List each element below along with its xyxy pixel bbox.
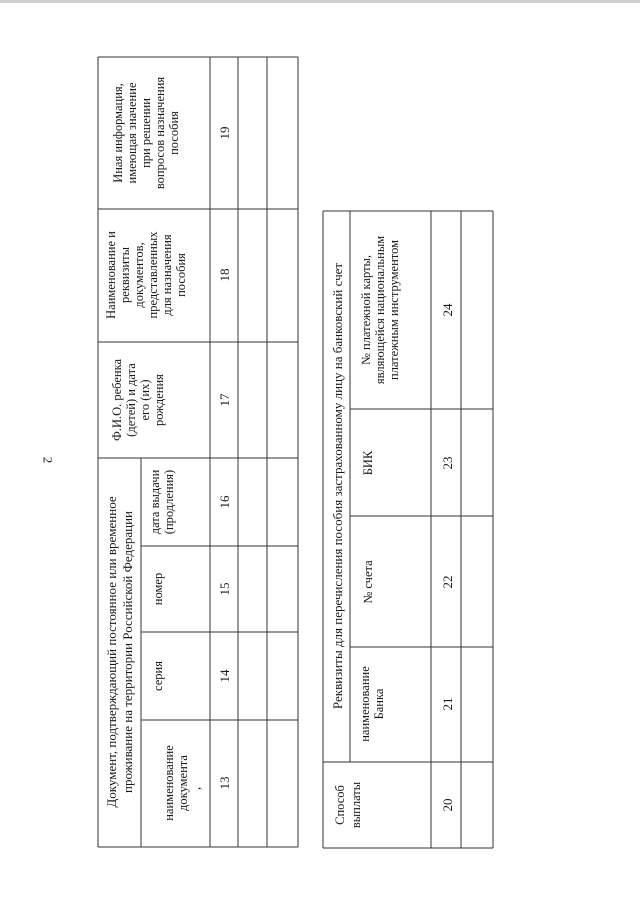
header-line: пособия	[174, 253, 188, 297]
table1-header-col15: номер	[151, 572, 165, 606]
header-line: реквизиты	[118, 247, 132, 303]
header-line: имеющая значение	[125, 82, 139, 184]
table1-header-col17	[110, 359, 166, 442]
header-line: рождения	[152, 374, 166, 426]
header-line: вопросов назначения	[153, 76, 167, 190]
header-line: являющейся национальным	[373, 235, 387, 385]
table1-header-col13	[162, 745, 190, 821]
stray-mark: ,	[189, 786, 203, 790]
table1-group-header-line: проживание на территории Российской Федерации	[120, 510, 135, 794]
header-line: (детей) и дата	[124, 363, 138, 437]
header-line: Банка	[372, 688, 386, 720]
table-1	[98, 57, 298, 847]
header-line: Иная информация,	[111, 83, 125, 183]
header-line: для назначения	[160, 234, 174, 316]
header-line: № платежной карты,	[359, 254, 373, 366]
header-line: его (их)	[138, 379, 152, 421]
col-number-13: 13	[217, 776, 232, 790]
col-number-18: 18	[217, 268, 232, 282]
header-line: наименование	[162, 745, 176, 821]
header-line: Наименование и	[104, 231, 118, 319]
col-number-23: 23	[440, 456, 455, 470]
col-number-19: 19	[217, 126, 232, 140]
col-number-20: 20	[440, 798, 455, 812]
col-number-17: 17	[217, 393, 232, 407]
table1-header-col18	[104, 231, 188, 319]
header-line: документов,	[132, 242, 146, 308]
header-line: при решении	[139, 98, 153, 168]
col-number-21: 21	[440, 697, 455, 711]
header-line: наименование	[358, 666, 372, 742]
table1-group-header	[104, 496, 135, 807]
table2-header-col22: № счета	[361, 560, 375, 604]
table2-header-col21	[358, 666, 386, 742]
table2-header-col23: БИК	[361, 450, 375, 476]
table2-header-col24	[359, 236, 401, 384]
header-line: Ф.И.О. ребенка	[110, 358, 124, 442]
table2-group-header: Реквизиты для перечисления пособия застрахованному лицу на банковский счет	[330, 262, 345, 710]
header-line: Способ	[333, 785, 347, 825]
header-line: пособия	[167, 111, 181, 155]
table1-header-col19	[111, 77, 181, 190]
table1-group-header-line: Документ, подтверждающий постоянное или временное	[104, 496, 119, 808]
table2-header-col20	[333, 781, 363, 828]
header-line: дата выдачи	[148, 469, 162, 535]
table1-header-col14: серия	[151, 661, 165, 691]
table1-header-col16	[148, 469, 176, 534]
col-number-15: 15	[217, 582, 232, 596]
header-line: платежным инструментом	[387, 239, 401, 381]
header-line: документа	[176, 755, 190, 811]
page-number: 2	[40, 456, 56, 464]
header-line: (продления)	[162, 469, 176, 535]
header-line: представленных	[146, 231, 160, 319]
col-number-14: 14	[217, 669, 232, 683]
col-number-16: 16	[217, 495, 232, 509]
col-number-22: 22	[440, 575, 455, 589]
col-number-24: 24	[440, 303, 455, 317]
header-line: выплаты	[349, 781, 363, 829]
table-2	[323, 211, 493, 848]
